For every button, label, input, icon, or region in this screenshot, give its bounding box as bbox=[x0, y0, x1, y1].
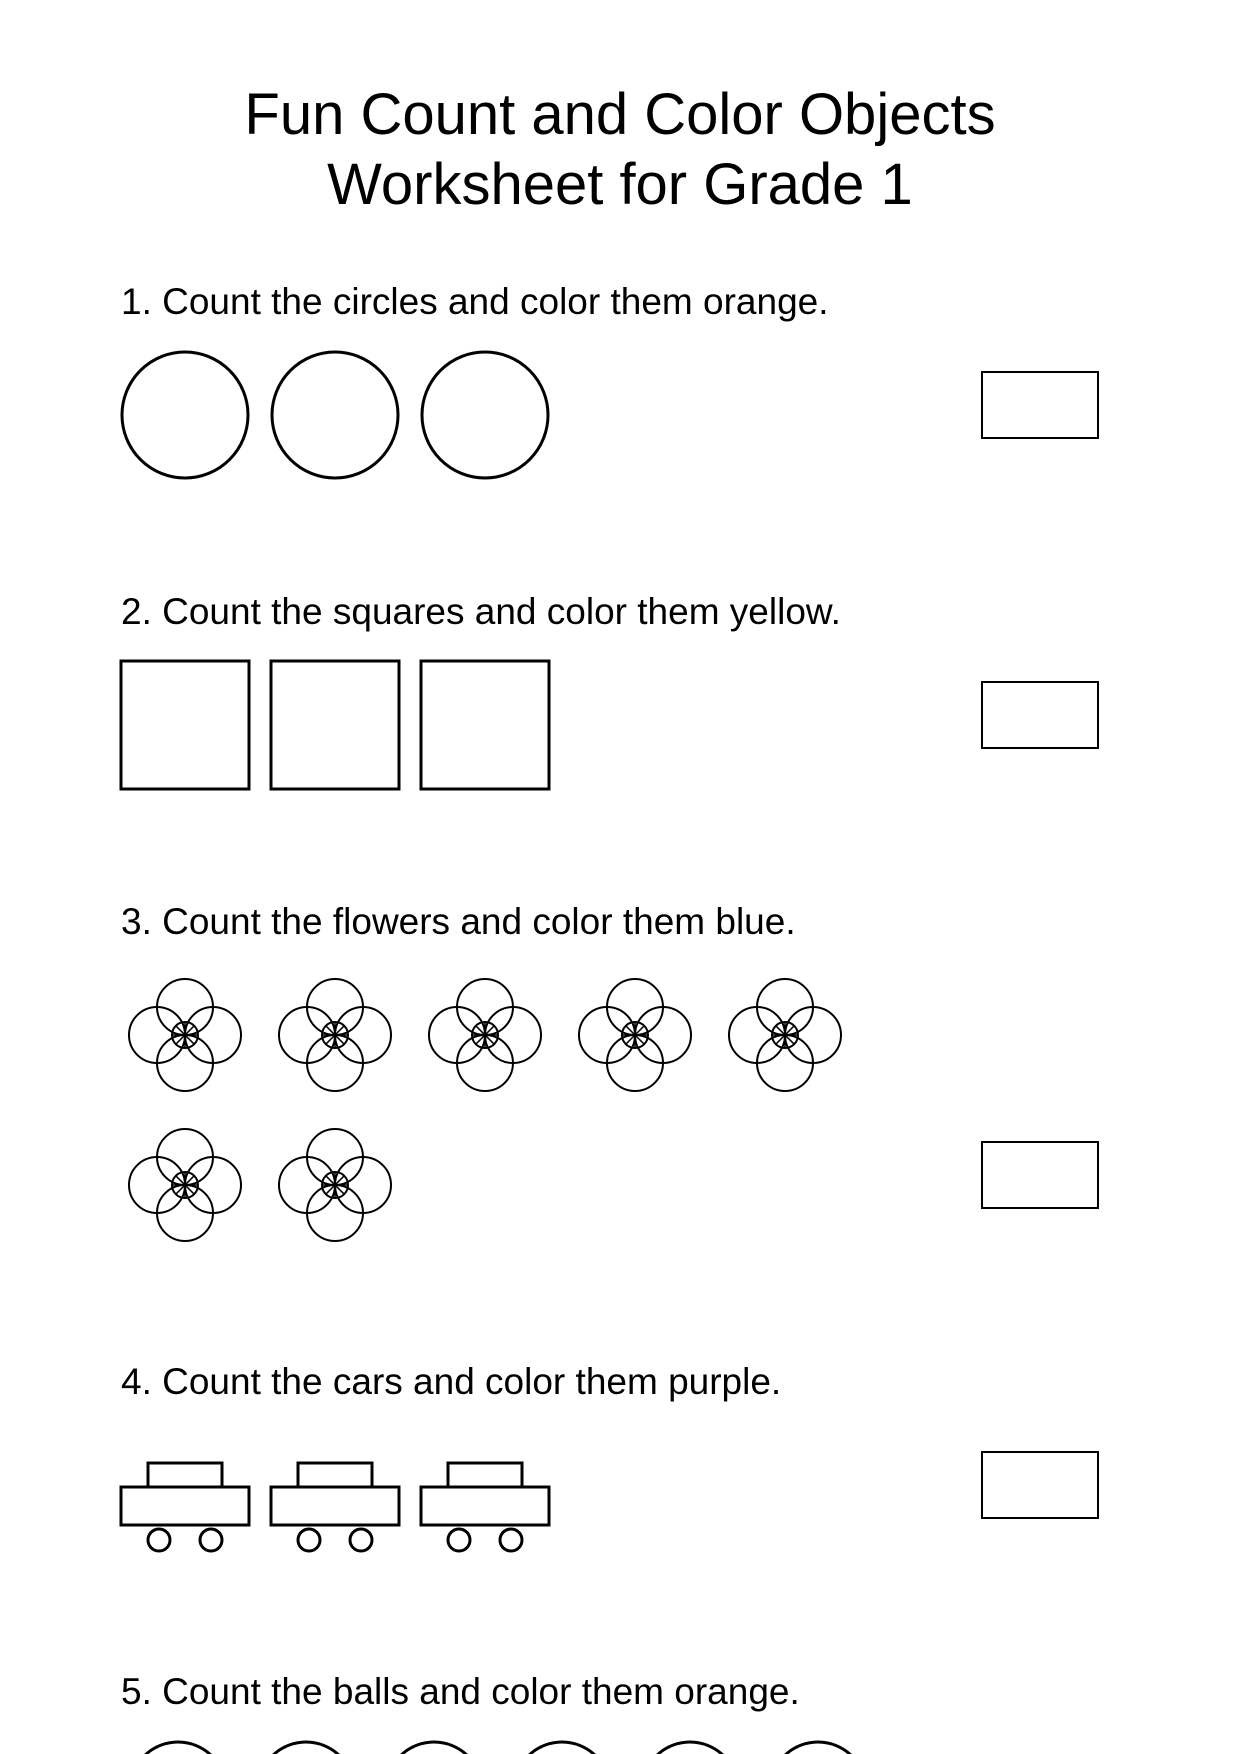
flower-shape bbox=[429, 979, 541, 1091]
square-shape bbox=[271, 661, 399, 789]
square-shape bbox=[421, 661, 549, 789]
title-line-2: Worksheet for Grade 1 bbox=[327, 152, 913, 217]
square-shape bbox=[121, 661, 249, 789]
ball-shape bbox=[258, 1742, 354, 1754]
ball-shape bbox=[770, 1742, 866, 1754]
title-line-1: Fun Count and Color Objects bbox=[244, 82, 996, 147]
question-1-text: 1. Count the circles and color them orange. bbox=[121, 281, 829, 322]
flower-shape bbox=[579, 979, 691, 1091]
question-4-text: 4. Count the cars and color them purple. bbox=[121, 1361, 782, 1402]
ball-shape bbox=[642, 1742, 738, 1754]
flower-shape bbox=[279, 979, 391, 1091]
answer-box-flowers[interactable] bbox=[981, 1141, 1099, 1209]
answer-box-circles[interactable] bbox=[981, 371, 1099, 439]
car-shape bbox=[121, 1463, 249, 1551]
answer-box-squares[interactable] bbox=[981, 681, 1099, 749]
flower-shape bbox=[279, 1129, 391, 1241]
question-3-text: 3. Count the flowers and color them blue. bbox=[121, 901, 796, 942]
answer-box-cars[interactable] bbox=[981, 1451, 1099, 1519]
flower-shape bbox=[729, 979, 841, 1091]
circle-shape bbox=[272, 352, 398, 478]
ball-shape bbox=[514, 1742, 610, 1754]
car-shape bbox=[421, 1463, 549, 1551]
circle-shape bbox=[422, 352, 548, 478]
question-5-text: 5. Count the balls and color them orange. bbox=[121, 1671, 800, 1712]
flower-shape bbox=[129, 1129, 241, 1241]
circle-shape bbox=[122, 352, 248, 478]
ball-shape bbox=[130, 1742, 226, 1754]
question-2-text: 2. Count the squares and color them yellow. bbox=[121, 591, 841, 632]
car-shape bbox=[271, 1463, 399, 1551]
ball-shape bbox=[386, 1742, 482, 1754]
flower-shape bbox=[129, 979, 241, 1091]
